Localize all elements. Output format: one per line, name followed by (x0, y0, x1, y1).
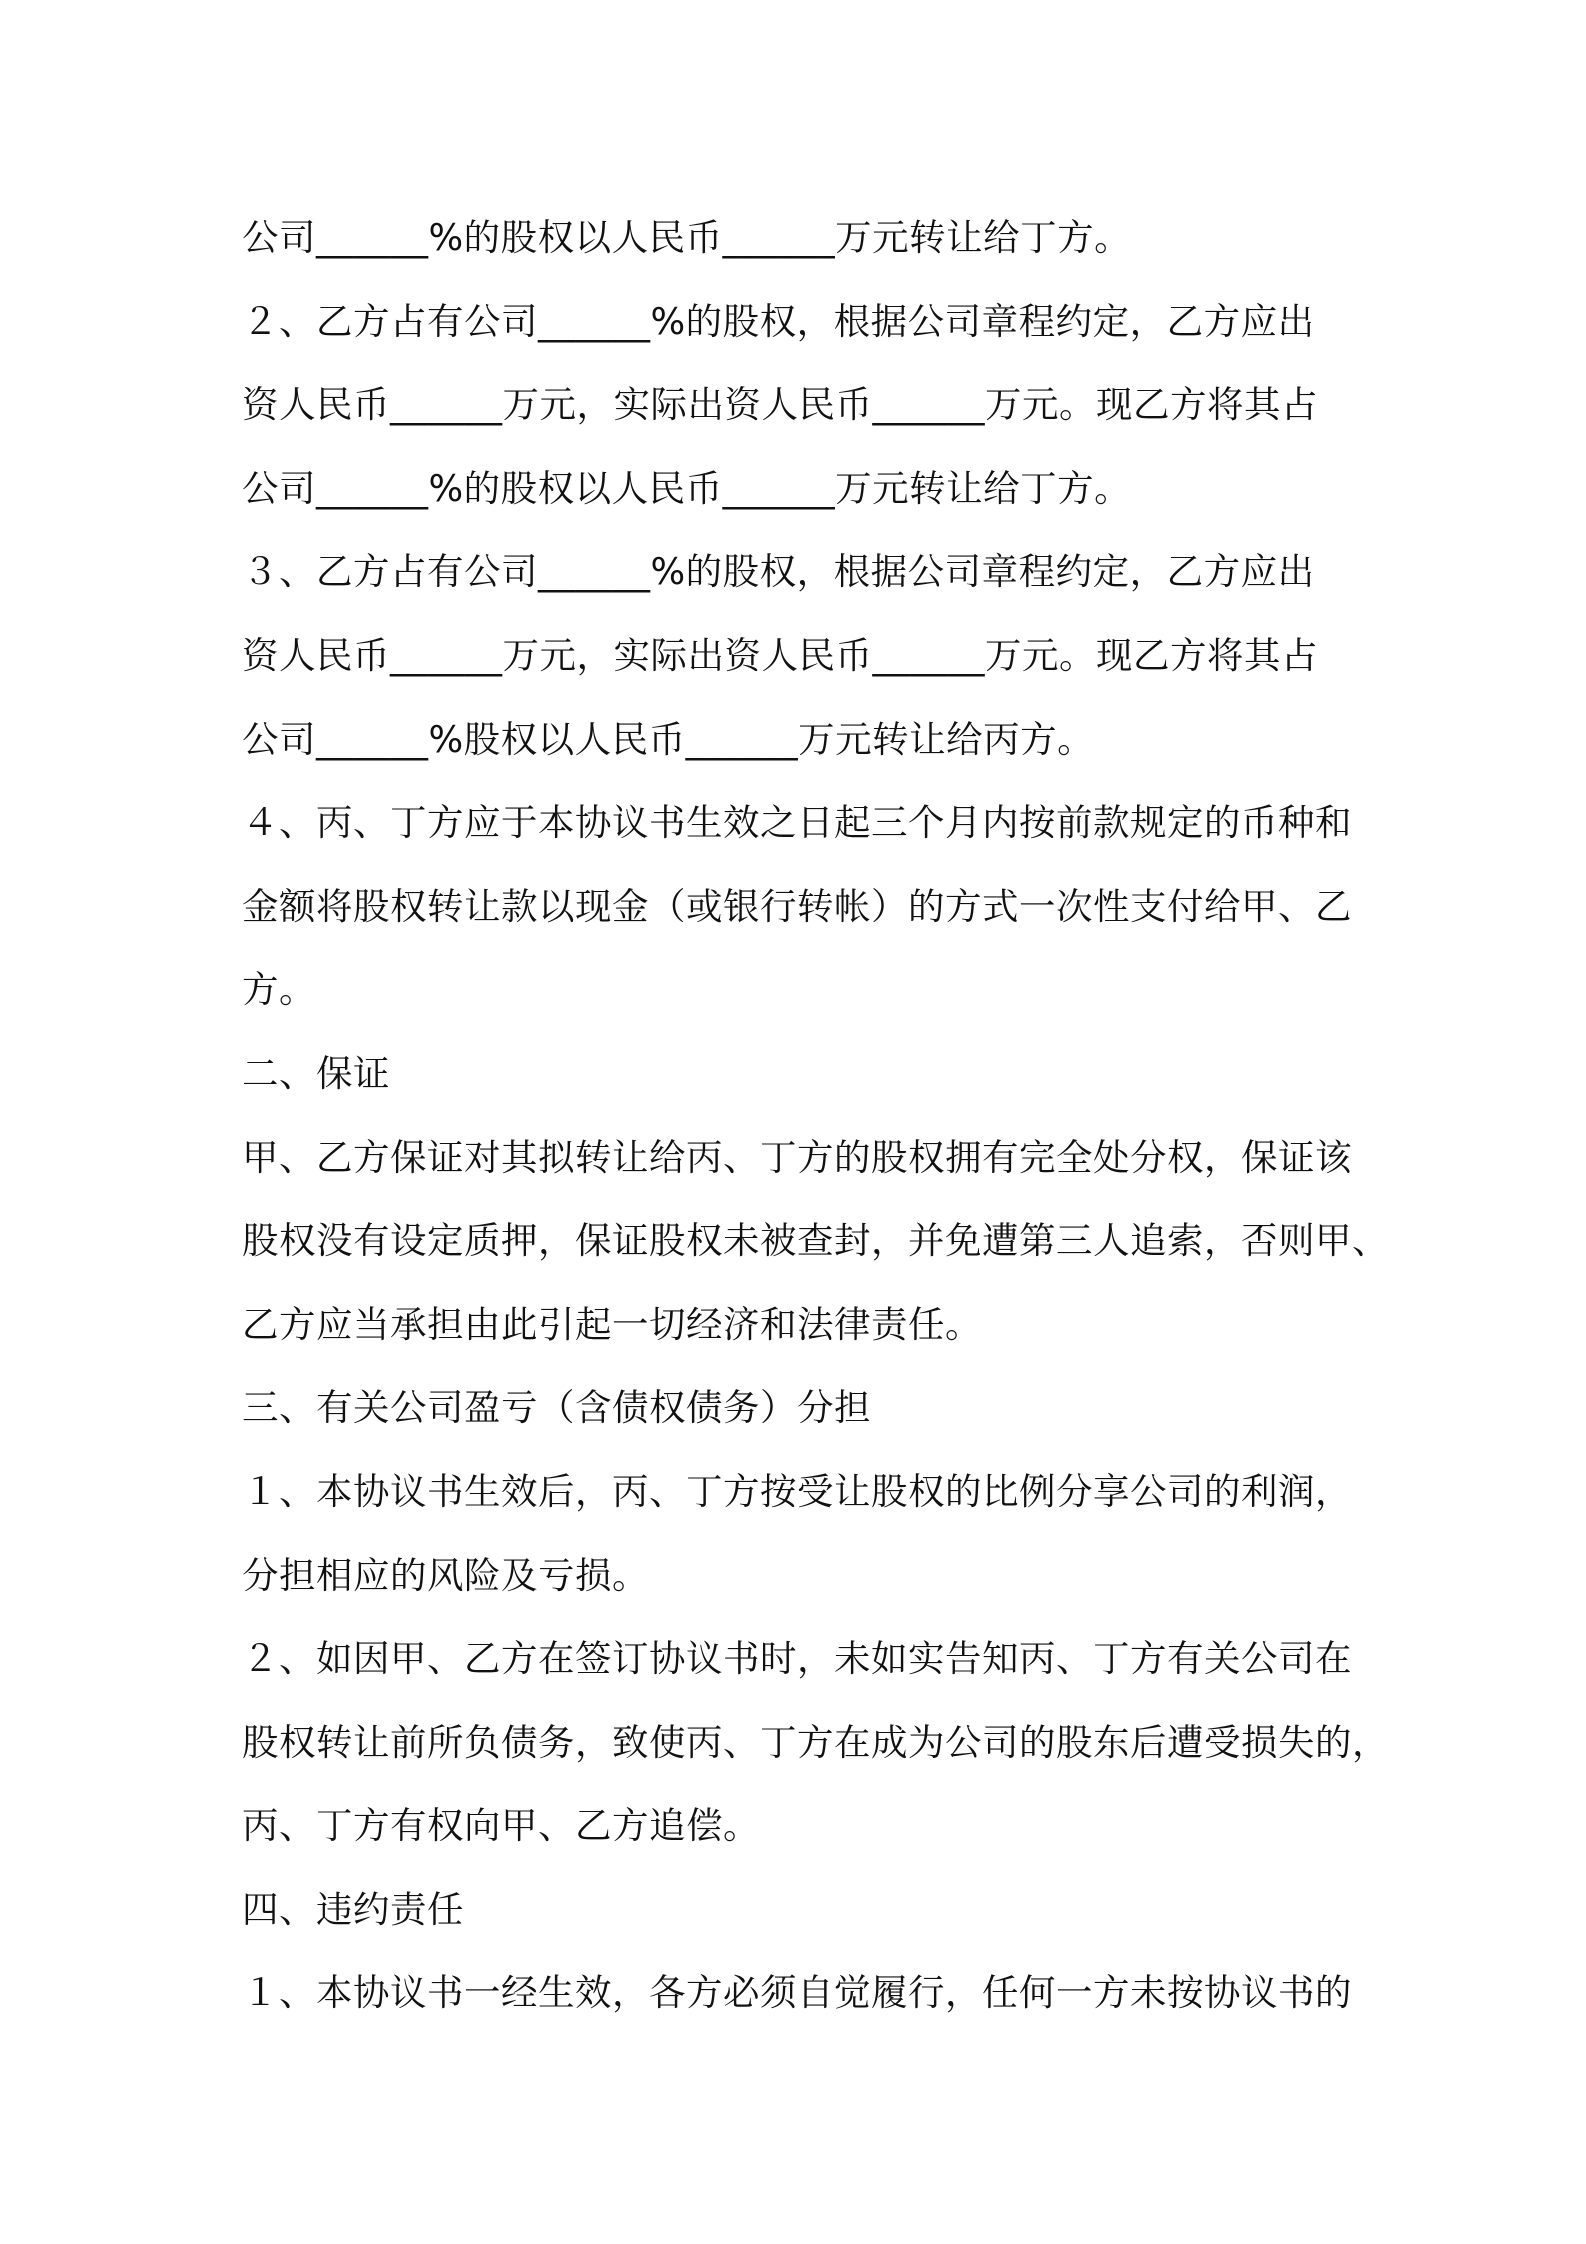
text-line: １、本协议书生效后，丙、丁方按受让股权的比例分享公司的利润， (242, 1469, 1352, 1513)
text-line: 股权转让前所负债务，致使丙、丁方在成为公司的股东后遭受损失的， (242, 1720, 1389, 1764)
text-line: 资人民币______万元，实际出资人民币______万元。现乙方将其占 (242, 383, 1318, 427)
section-heading: 三、有关公司盈亏（含债权债务）分担 (242, 1386, 871, 1430)
text-line: ３、乙方占有公司______%的股权，根据公司章程约定，乙方应出 (242, 550, 1315, 594)
text-line: 乙方应当承担由此引起一切经济和法律责任。 (242, 1302, 982, 1346)
text-line: 方。 (242, 968, 316, 1012)
section-heading: 四、违约责任 (242, 1887, 464, 1931)
text-line: 资人民币______万元，实际出资人民币______万元。现乙方将其占 (242, 633, 1318, 677)
text-line: 金额将股权转让款以现金（或银行转帐）的方式一次性支付给甲、乙 (242, 884, 1352, 928)
section-heading: 二、保证 (242, 1051, 390, 1095)
text-line: ４、丙、丁方应于本协议书生效之日起三个月内按前款规定的币种和 (242, 801, 1352, 845)
text-line: 公司______%的股权以人民币______万元转让给丁方。 (242, 216, 1132, 259)
text-line: 丙、丁方有权向甲、乙方追偿。 (242, 1804, 760, 1848)
text-line: ２、如因甲、乙方在签订协议书时，未如实告知丙、丁方有关公司在 (242, 1637, 1352, 1681)
text-line: 股权没有设定质押，保证股权未被查封，并免遭第三人追索，否则甲、 (242, 1219, 1389, 1263)
text-line: 分担相应的风险及亏损。 (242, 1553, 649, 1597)
text-line: 公司______%的股权以人民币______万元转让给丁方。 (242, 466, 1132, 510)
text-line: １、本协议书一经生效，各方必须自觉履行，任何一方未按协议书的 (242, 1971, 1352, 2015)
document-body (242, 196, 1389, 2035)
text-line: ２、乙方占有公司______%的股权，根据公司章程约定，乙方应出 (242, 299, 1315, 343)
text-line: 甲、乙方保证对其拟转让给丙、丁方的股权拥有完全处分权，保证该 (242, 1135, 1352, 1179)
text-line: 公司______%股权以人民币______万元转让给丙方。 (242, 717, 1095, 761)
